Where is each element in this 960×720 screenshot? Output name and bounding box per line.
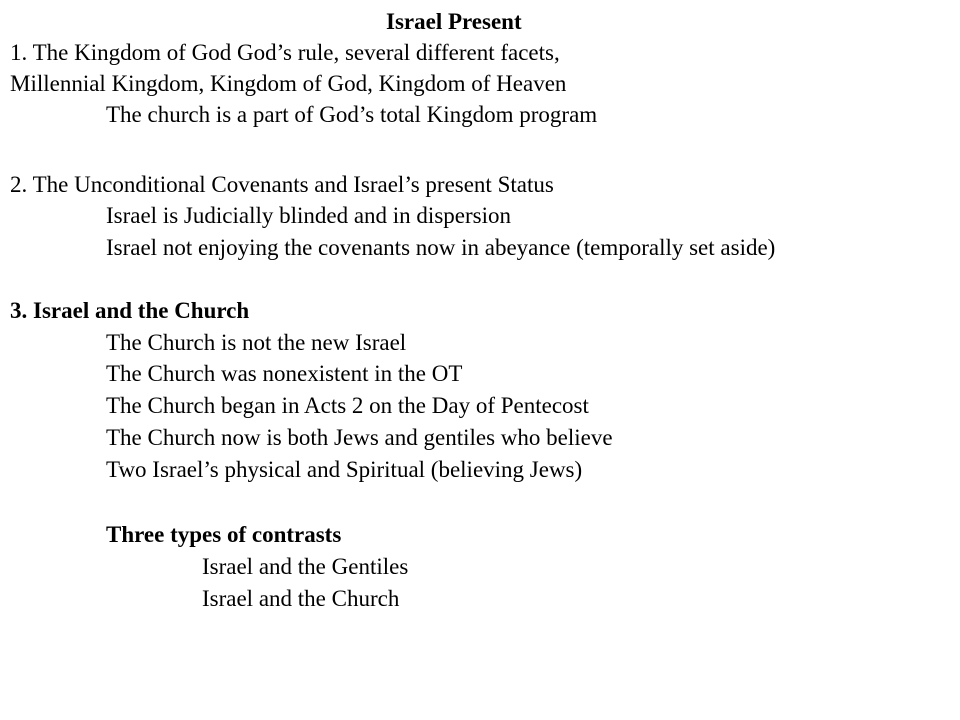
section-3-item: The Church is not the new Israel: [106, 330, 407, 355]
section-1-line-2: Millennial Kingdom, Kingdom of God, Kingdom of Heaven: [10, 71, 567, 96]
section-3-item: The Church began in Acts 2 on the Day of Pentecost: [106, 393, 589, 418]
section-3-item: Two Israel’s physical and Spiritual (believing Jews): [106, 457, 583, 482]
section-1-line-3: The church is a part of God’s total Kingdom program: [106, 102, 598, 127]
section-2-heading: 2. The Unconditional Covenants and Israel’s present Status: [10, 172, 554, 197]
slide-title: Israel Present: [386, 9, 522, 34]
section-3-item: The Church was nonexistent in the OT: [106, 361, 463, 386]
section-2-item: Israel not enjoying the covenants now in abeyance (temporally set aside): [106, 235, 776, 260]
section-2-item: Israel is Judicially blinded and in dispersion: [106, 203, 511, 228]
contrast-item: Israel and the Church: [202, 586, 400, 611]
contrasts-heading: Three types of contrasts: [106, 522, 342, 547]
section-1-heading: 1. The Kingdom of God God’s rule, several different facets,: [10, 40, 560, 65]
section-3-item: The Church now is both Jews and gentiles who believe: [106, 425, 613, 450]
section-3-heading: 3. Israel and the Church: [10, 298, 250, 323]
contrast-item: Israel and the Gentiles: [202, 554, 409, 579]
